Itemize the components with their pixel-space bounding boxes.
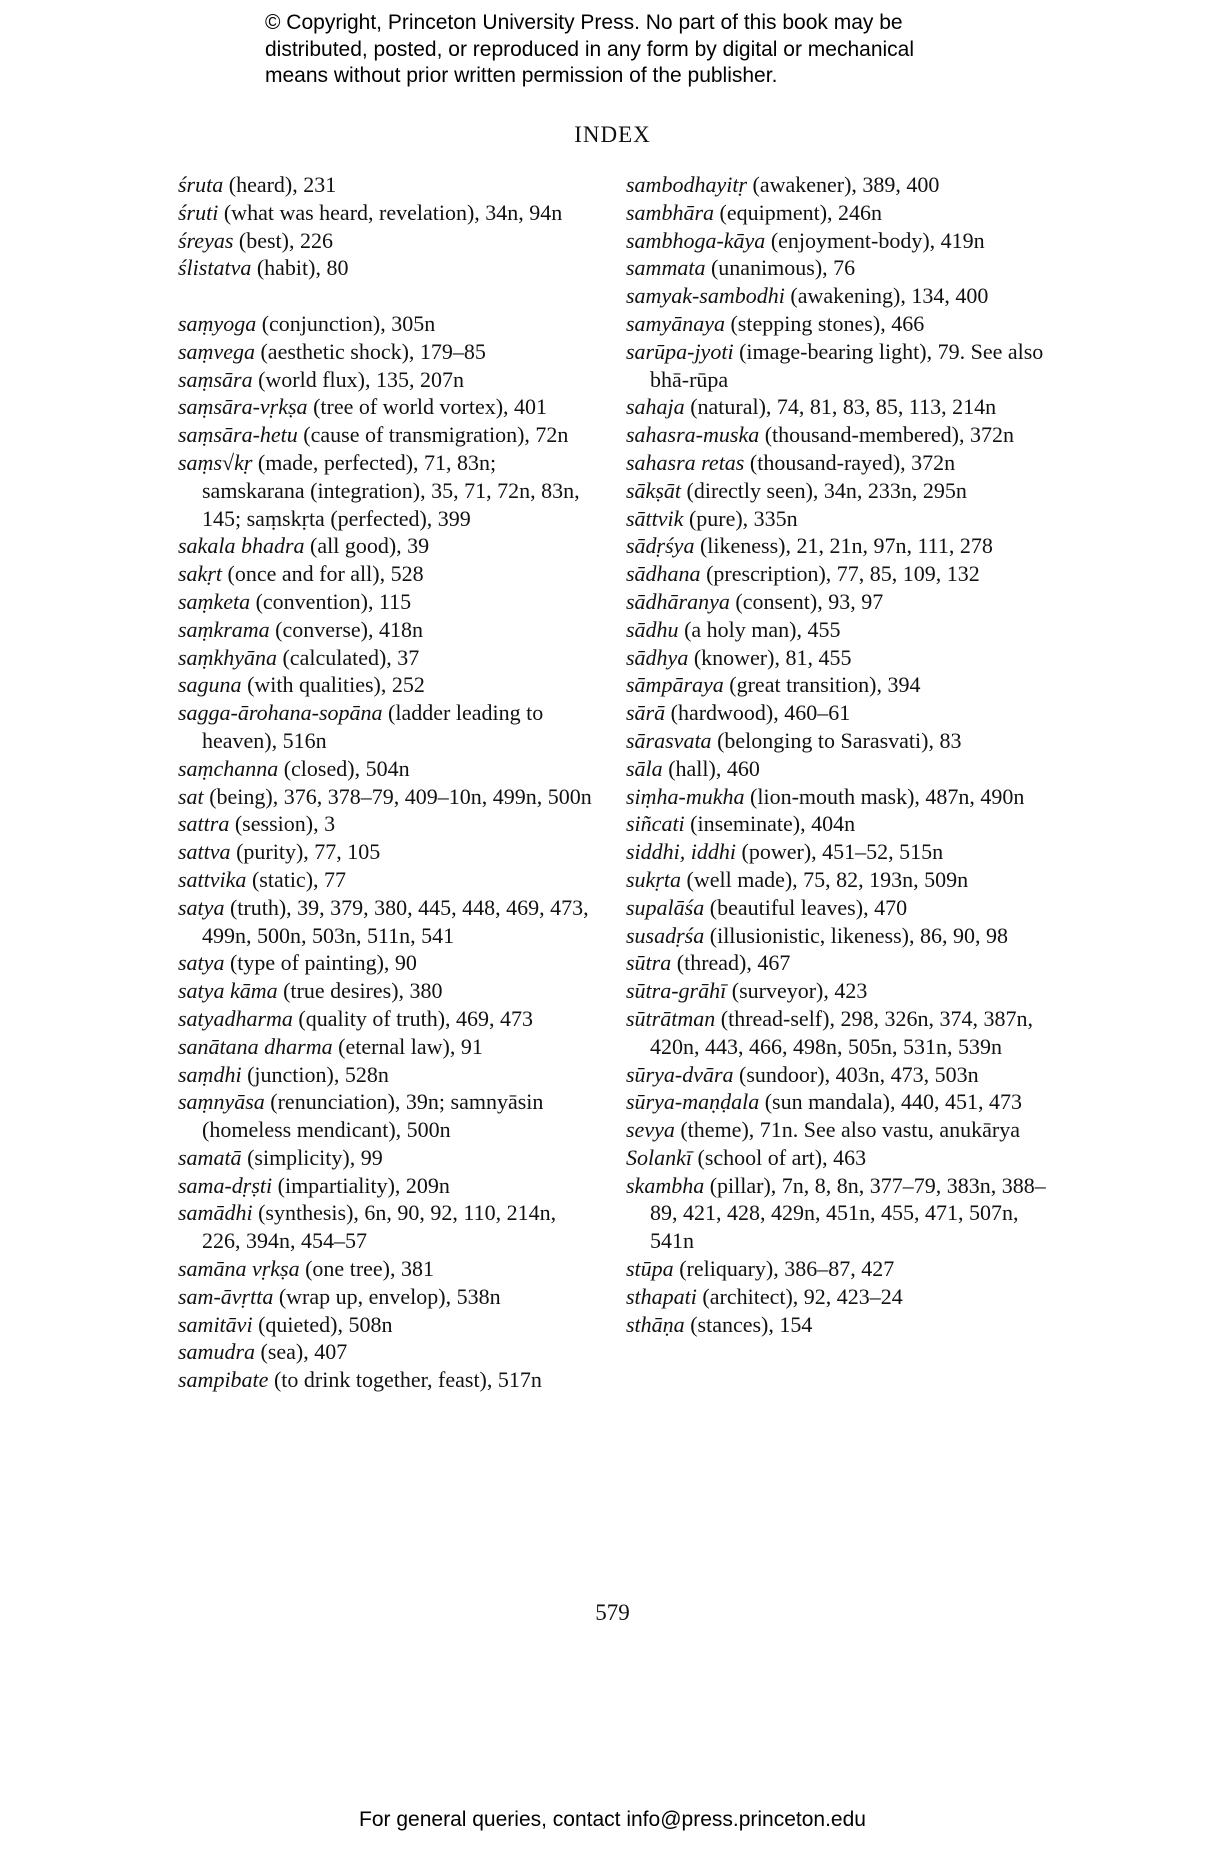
index-locators: (hardwood), 460–61 — [665, 700, 851, 726]
index-locators: (sundoor), 403n, 473, 503n — [733, 1061, 979, 1087]
index-term: sākṣāt — [626, 477, 681, 503]
index-locators: (habit), 80 — [251, 255, 349, 281]
index-entry — [178, 644, 598, 672]
index-locators: (what was heard, revelation), 34n, 94n — [218, 199, 563, 225]
index-entry — [178, 1338, 598, 1366]
index-locators: (being), 376, 378–79, 409–10n, 499n, 500n — [203, 783, 592, 809]
index-locators: (consent), 93, 97 — [729, 588, 884, 614]
index-entry — [626, 449, 1046, 477]
index-entry — [626, 699, 1046, 727]
index-locators: (converse), 418n — [269, 616, 424, 642]
index-entry — [178, 894, 598, 950]
index-term: saṃdhi — [178, 1061, 242, 1087]
index-locators: (thread-self), 298, 326n, 374, 387n, 420n, 443, 466, 498n, 505n, 531n, 539n — [650, 1005, 1033, 1059]
index-locators: (stances), 154 — [684, 1311, 813, 1337]
index-term: saṃsāra-vṛkṣa — [178, 394, 308, 420]
page-header: INDEX — [574, 122, 651, 147]
index-entry — [626, 866, 1046, 894]
index-entry — [626, 755, 1046, 783]
index-entry — [626, 894, 1046, 922]
index-locators: (ladder leading to heaven), 516n — [202, 700, 544, 753]
index-locators: (convention), 115 — [250, 588, 412, 614]
index-locators: (directly seen), 34n, 233n, 295n — [681, 477, 967, 503]
index-locators: (thousand-rayed), 372n — [744, 449, 956, 475]
index-entry — [178, 366, 598, 394]
index-term: sahaja — [626, 394, 685, 420]
index-term: sāmpāraya — [626, 672, 724, 698]
index-locators: (reliquary), 386–87, 427 — [673, 1256, 895, 1282]
index-term: siddhi, iddhi — [626, 839, 737, 865]
index-locators: (junction), 528n — [241, 1061, 389, 1087]
index-term: sāla — [626, 755, 663, 781]
index-entry — [626, 922, 1046, 950]
index-term: saṃkrama — [178, 616, 270, 642]
index-locators: (heard), 231 — [223, 172, 337, 197]
index-term: sat — [178, 783, 204, 809]
index-entry — [178, 866, 598, 894]
index-entry — [626, 338, 1046, 394]
index-locators: (session), 3 — [229, 811, 336, 837]
index-term: sattvika — [178, 866, 247, 892]
index-term: sādhya — [626, 644, 689, 670]
index-term: skambha — [626, 1172, 705, 1198]
index-entry — [178, 171, 598, 199]
index-entry — [626, 1255, 1046, 1283]
index-locators: (theme), 71n. See also vastu, anukārya — [674, 1117, 1021, 1143]
index-entry — [626, 588, 1046, 616]
index-entry — [626, 254, 1046, 282]
index-locators: (hall), 460 — [662, 755, 760, 781]
index-entry — [626, 949, 1046, 977]
index-entry — [178, 699, 598, 755]
index-locators: (purity), 77, 105 — [230, 839, 381, 865]
index-entry — [626, 810, 1046, 838]
index-entry — [626, 616, 1046, 644]
copyright-notice — [265, 10, 1025, 90]
index-entry — [626, 282, 1046, 310]
index-entry — [626, 393, 1046, 421]
index-entry — [626, 1144, 1046, 1172]
index-locators: (best), 226 — [233, 227, 333, 253]
index-term: sūrya-dvāra — [626, 1061, 734, 1087]
index-term: sattva — [178, 839, 231, 865]
index-term: śruta — [178, 172, 224, 197]
index-entry — [178, 1283, 598, 1311]
index-locators: (made, perfected), 71, 83n; samskarana (integration), 35, 71, 72n, 83n, 145; saṃskṛta (perfected), 399 — [202, 449, 580, 531]
index-locators: (school of art), 463 — [692, 1144, 867, 1170]
index-term: saṃsāra-hetu — [178, 422, 298, 448]
index-term: sādhu — [626, 616, 679, 642]
index-locators: (eternal law), 91 — [332, 1033, 483, 1059]
index-locators: (awakener), 389, 400 — [747, 172, 940, 197]
index-entry — [178, 310, 598, 338]
index-entry — [626, 227, 1046, 255]
index-entry — [178, 1366, 598, 1394]
index-locators: (type of painting), 90 — [224, 950, 417, 976]
index-column-right — [626, 171, 1046, 1338]
index-locators: (a holy man), 455 — [678, 616, 841, 642]
index-locators: (simplicity), 99 — [241, 1144, 383, 1170]
index-term: satya kāma — [178, 978, 278, 1004]
index-term: sam-āvṛtta — [178, 1283, 274, 1309]
index-term: samyak-sambodhi — [626, 283, 785, 309]
copyright-line: © Copyright, Princeton University Press. No part of this book may be — [265, 11, 903, 34]
index-term: saṃchanna — [178, 755, 279, 781]
copyright-line: distributed, posted, or reproduced in any form by digital or mechanical — [265, 37, 915, 61]
index-entry — [178, 616, 598, 644]
index-locators: (static), 77 — [246, 866, 347, 892]
index-locators: (closed), 504n — [278, 755, 410, 781]
index-locators: (thread), 467 — [671, 950, 791, 976]
page-number: 579 — [595, 1600, 630, 1625]
index-locators: (knower), 81, 455 — [688, 644, 852, 670]
index-locators: (pure), 335n — [683, 505, 798, 531]
index-term: sūrya-maṇḍala — [626, 1089, 760, 1115]
index-locators: (to drink together, feast), 517n — [268, 1367, 542, 1393]
index-term: samudra — [178, 1339, 256, 1365]
index-locators: (quality of truth), 469, 473 — [292, 1005, 534, 1031]
index-locators: (one tree), 381 — [299, 1256, 434, 1282]
index-entry — [626, 1172, 1046, 1255]
index-term: saṃkhyāna — [178, 644, 277, 670]
index-term: susadṛśa — [626, 922, 705, 948]
index-term: sahasra-muska — [626, 422, 760, 448]
index-entry — [178, 838, 598, 866]
index-term: sambhāra — [626, 199, 715, 225]
index-entry — [626, 644, 1046, 672]
index-entry — [178, 1144, 598, 1172]
index-entry — [178, 1005, 598, 1033]
index-locators: (conjunction), 305n — [256, 310, 436, 336]
index-term: sūtra — [626, 950, 672, 976]
index-term: saṃs√kṛ — [178, 449, 253, 475]
index-term: siṃha-mukha — [626, 783, 745, 809]
index-term: sambhoga-kāya — [626, 227, 766, 253]
index-locators: (illusionistic, likeness), 86, 90, 98 — [704, 922, 1008, 948]
index-locators: (stepping stones), 466 — [724, 310, 925, 336]
index-entry — [178, 421, 598, 449]
index-locators: (equipment), 246n — [714, 199, 883, 225]
index-term: sampibate — [178, 1367, 269, 1393]
index-term: saguna — [178, 672, 242, 698]
index-term: Solankī — [626, 1144, 692, 1170]
index-locators: (image-bearing light), 79. See also bhā-rūpa — [650, 338, 1044, 392]
index-term: satya — [178, 950, 225, 976]
index-term: sagga-ārohana-sopāna — [178, 700, 383, 726]
index-term: sthāṇa — [626, 1311, 685, 1337]
index-term: supalāśa — [626, 894, 705, 920]
index-entry — [626, 477, 1046, 505]
index-entry — [626, 1005, 1046, 1061]
index-locators: (natural), 74, 81, 83, 85, 113, 214n — [684, 394, 997, 420]
index-locators: (with qualities), 252 — [241, 672, 425, 698]
index-entry — [626, 1061, 1046, 1089]
index-locators: (aesthetic shock), 179–85 — [254, 338, 486, 364]
index-term: samatā — [178, 1144, 242, 1170]
index-entry — [626, 1311, 1046, 1339]
index-entry — [178, 1088, 598, 1144]
index-entry — [178, 227, 598, 255]
index-entry — [178, 560, 598, 588]
index-entry — [178, 588, 598, 616]
index-term: sukṛta — [626, 866, 681, 892]
index-term: sādhana — [626, 561, 701, 587]
index-term: satyadharma — [178, 1005, 293, 1031]
index-entry — [178, 810, 598, 838]
index-term: sāttvik — [626, 505, 684, 531]
index-term: sahasra retas — [626, 449, 745, 475]
index-entry — [178, 1061, 598, 1089]
index-term: sūtra-grāhī — [626, 978, 727, 1004]
index-locators: (quieted), 508n — [252, 1311, 393, 1337]
index-entry — [178, 449, 598, 532]
index-entry — [178, 977, 598, 1005]
index-locators: (synthesis), 6n, 90, 92, 110, 214n, 226, 394n, 454–57 — [202, 1200, 557, 1254]
index-term: saṃvega — [178, 338, 255, 364]
index-entry — [626, 560, 1046, 588]
index-entry — [626, 1088, 1046, 1116]
index-column-left — [178, 171, 598, 1394]
index-locators: (lion-mouth mask), 487n, 490n — [744, 783, 1025, 809]
index-entry — [626, 671, 1046, 699]
index-entry — [626, 310, 1046, 338]
index-term: ślistatva — [178, 255, 252, 281]
index-entry — [626, 838, 1046, 866]
index-locators: (tree of world vortex), 401 — [307, 394, 548, 420]
index-locators: (thousand-membered), 372n — [759, 422, 1014, 448]
index-term: sakala bhadra — [178, 533, 305, 559]
index-entry — [626, 1283, 1046, 1311]
index-term: sādṛśya — [626, 533, 695, 559]
index-term: śreyas — [178, 227, 234, 253]
index-entry — [626, 421, 1046, 449]
index-entry — [626, 171, 1046, 199]
index-entry — [178, 949, 598, 977]
index-locators: (calculated), 37 — [276, 644, 420, 670]
index-entry — [178, 199, 598, 227]
index-term: sama-dṛṣti — [178, 1172, 273, 1198]
index-locators: (beautiful leaves), 470 — [704, 894, 908, 920]
index-locators: (enjoyment-body), 419n — [765, 227, 985, 253]
index-term: sevya — [626, 1117, 675, 1143]
index-term: samyānaya — [626, 310, 725, 336]
index-term: sthapati — [626, 1283, 697, 1309]
index-term: sūtrātman — [626, 1005, 716, 1031]
footer-contact: For general queries, contact info@press.princeton.edu — [359, 1808, 866, 1831]
index-locators: (power), 451–52, 515n — [736, 839, 944, 865]
index-term: siñcati — [626, 811, 685, 837]
index-entry — [178, 671, 598, 699]
index-locators: (impartiality), 209n — [272, 1172, 450, 1198]
index-term: saṃnyāsa — [178, 1089, 265, 1115]
index-locators: (sea), 407 — [255, 1339, 348, 1365]
index-locators: (surveyor), 423 — [726, 978, 868, 1004]
index-entry — [626, 199, 1046, 227]
index-locators: (renunciation), 39n; samnyāsin (homeless mendicant), 500n — [202, 1089, 544, 1143]
index-entry — [178, 783, 598, 811]
index-locators: (all good), 39 — [304, 533, 430, 559]
index-term: sammata — [626, 255, 706, 281]
index-term: saṃketa — [178, 588, 251, 614]
index-locators: (pillar), 7n, 8, 8n, 377–79, 383n, 388–89, 421, 428, 429n, 451n, 455, 471, 507n, 541n — [650, 1172, 1046, 1254]
index-entry — [626, 505, 1046, 533]
index-term: sārā — [626, 700, 666, 726]
index-locators: (prescription), 77, 85, 109, 132 — [700, 561, 980, 587]
index-entry — [178, 1172, 598, 1200]
index-entry — [178, 254, 598, 282]
index-locators: (once and for all), 528 — [222, 561, 424, 587]
index-term: sattra — [178, 811, 230, 837]
index-locators: (truth), 39, 379, 380, 445, 448, 469, 473, 499n, 500n, 503n, 511n, 541 — [202, 894, 589, 948]
index-term: sambodhayitṛ — [626, 172, 747, 197]
index-term: sādhāranya — [626, 588, 730, 614]
index-entry — [178, 338, 598, 366]
index-entry — [178, 1311, 598, 1339]
index-term: samitāvi — [178, 1311, 253, 1337]
index-entry — [178, 755, 598, 783]
index-entry — [626, 727, 1046, 755]
index-entry — [626, 783, 1046, 811]
index-entry — [178, 1199, 598, 1255]
index-locators: (unanimous), 76 — [705, 255, 856, 281]
index-entry — [178, 393, 598, 421]
index-locators: (belonging to Sarasvati), 83 — [711, 727, 962, 753]
index-term: sakṛt — [178, 561, 222, 587]
index-locators: (true desires), 380 — [277, 978, 443, 1004]
index-locators: (architect), 92, 423–24 — [696, 1283, 903, 1309]
index-locators: (sun mandala), 440, 451, 473 — [759, 1089, 1022, 1115]
index-term: samāna vṛkṣa — [178, 1256, 300, 1282]
index-entry — [626, 532, 1046, 560]
index-entry — [626, 977, 1046, 1005]
index-locators: (world flux), 135, 207n — [252, 366, 464, 392]
index-locators: (awakening), 134, 400 — [784, 283, 989, 309]
index-term: sanātana dharma — [178, 1033, 333, 1059]
index-term: satya — [178, 894, 225, 920]
index-entry — [178, 1255, 598, 1283]
index-term: sārasvata — [626, 727, 712, 753]
index-locators: (great transition), 394 — [723, 672, 921, 698]
index-locators: (inseminate), 404n — [684, 811, 856, 837]
index-term: samādhi — [178, 1200, 253, 1226]
index-term: sarūpa-jyoti — [626, 338, 734, 364]
index-term: saṃyoga — [178, 310, 257, 336]
index-locators: (cause of transmigration), 72n — [297, 422, 569, 448]
index-term: saṃsāra — [178, 366, 253, 392]
index-locators: (wrap up, envelop), 538n — [273, 1283, 501, 1309]
index-locators: (well made), 75, 82, 193n, 509n — [681, 866, 969, 892]
index-term: śruti — [178, 199, 219, 225]
index-entry — [626, 1116, 1046, 1144]
index-term: stūpa — [626, 1256, 674, 1282]
index-entry — [178, 532, 598, 560]
copyright-line: means without prior written permission of the publisher. — [265, 64, 778, 87]
index-locators: (likeness), 21, 21n, 97n, 111, 278 — [694, 533, 993, 559]
index-entry — [178, 1033, 598, 1061]
